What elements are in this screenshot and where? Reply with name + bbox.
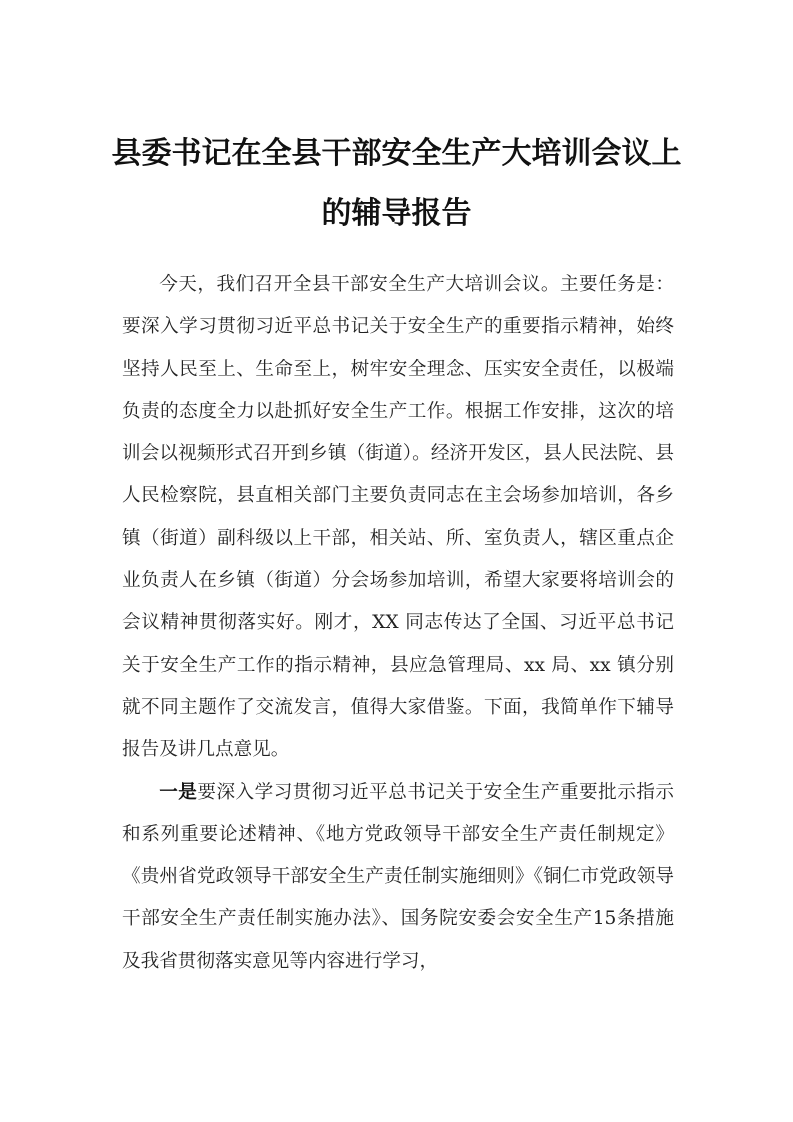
paragraph-1 [122,264,674,772]
document-title-line-2: 的辅导报告 [321,196,472,231]
paragraph-1-text: 今天，我们召开全县干部安全生产大培训会议。主要任务是：要深入学习贯彻习近平总书记关于安全生产的重要指示精神，始终坚持人民至上、生命至上，树牢安全理念、压实安全责任，以极端负责的态度全力以赴抓好安全生产工作。根据工作安排，这次的培训会以视频形式召开到乡镇（街道）。经济开发区，县人民法院、县人民检察院，县直相关部门主要负责同志在主会场参加培训，各乡镇（街道）副科级以上干部，相关站、所、室负责人，辖区重点企业负责人在乡镇（街道）分会场参加培训，希望大家要将培训会的会议精神贯彻落实好。刚才，XX 同志传达了全国、习近平总书记关于安全生产工作的指示精神，县应急管理局、xx 局、xx 镇分别就不同主题作了交流发言，值得大家借鉴。下面，我简单作下辅导报告及讲几点意见。 [122,274,674,761]
paragraph-2 [122,772,674,983]
paragraph-2-lead: 一是 [159,781,198,803]
document-body [122,264,674,983]
document-title-line-1: 县委书记在全县干部安全生产大培训会议上 [111,136,682,171]
paragraph-2-text: 要深入学习贯彻习近平总书记关于安全生产重要批示指示和系列重要论述精神、《地方党政领导干部安全生产责任制规定》《贵州省党政领导干部安全生产责任制实施细则》《铜仁市党政领导干部安全生产责任制实施办法》、国务院安委会安全生产15条措施及我省贯彻落实意见等内容进行学习， [122,781,674,972]
